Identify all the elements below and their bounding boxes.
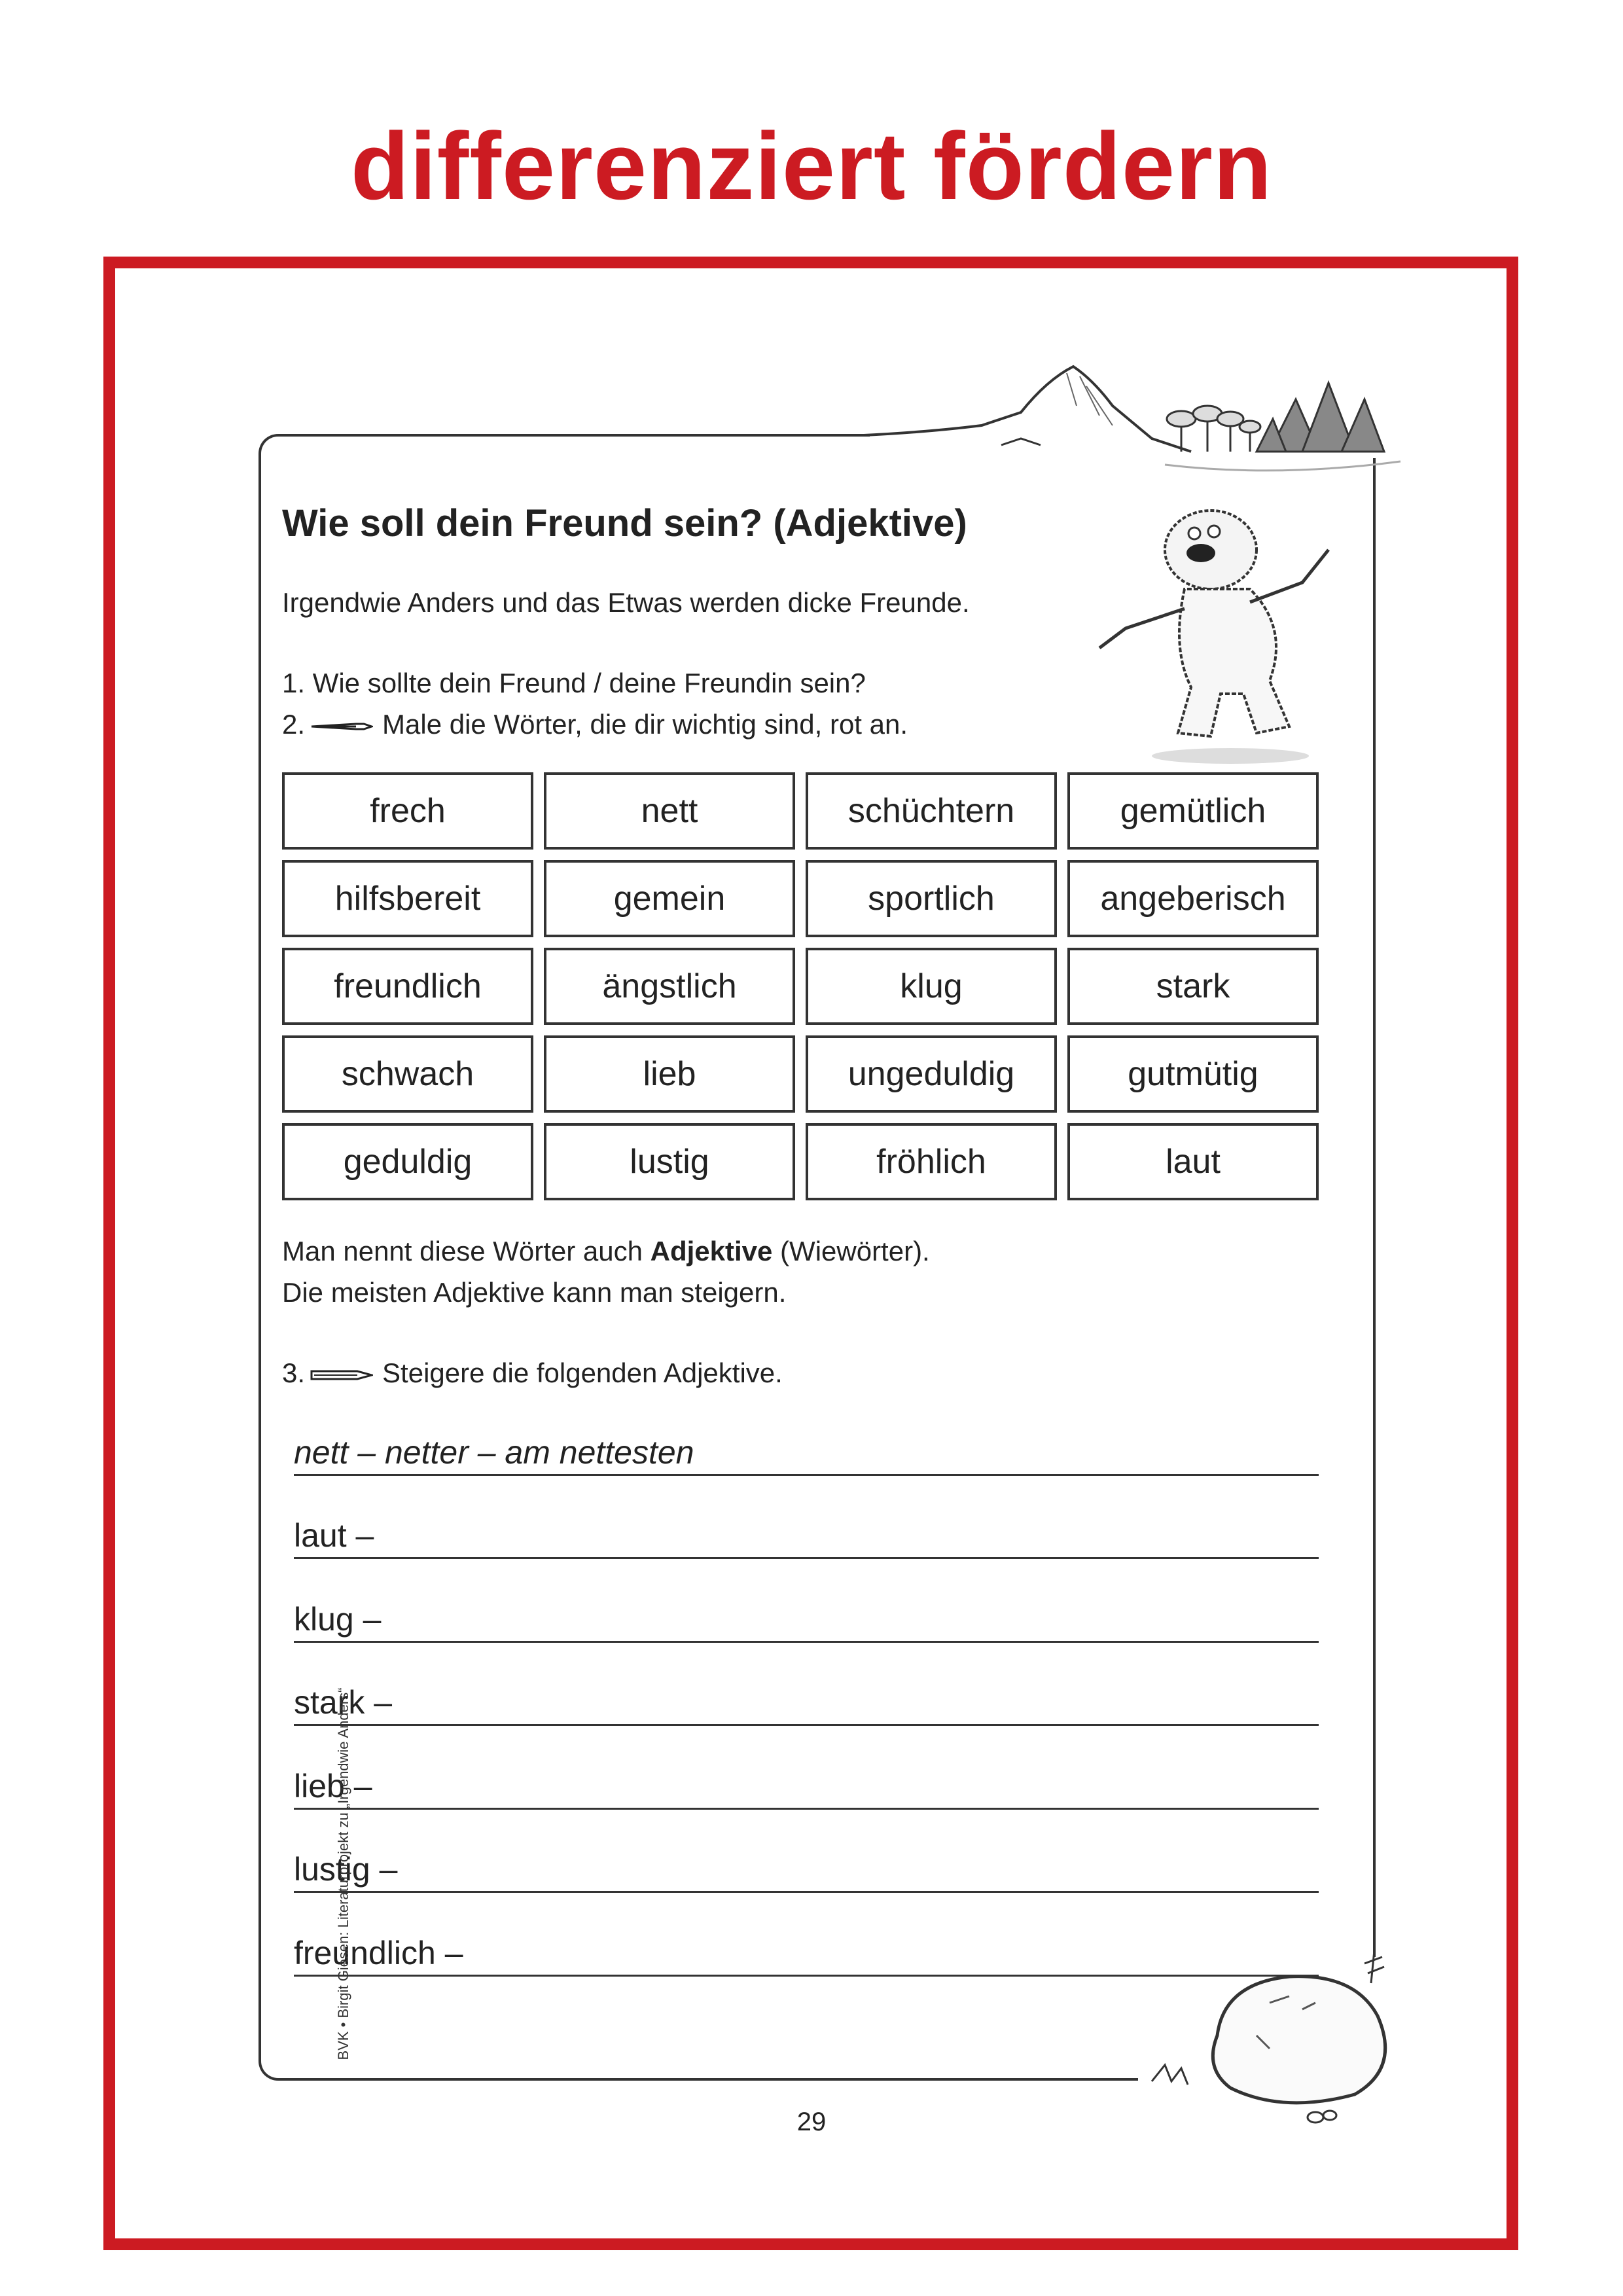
panel-border	[259, 2029, 1138, 2081]
task-3-text: Steigere die folgenden Adjektive.	[382, 1357, 783, 1388]
word-cell[interactable]: angeberisch	[1067, 860, 1319, 937]
answer-prompt: lieb –	[294, 1767, 372, 1804]
word-cell[interactable]: lustig	[544, 1123, 795, 1200]
info-text: (Wiewörter).	[772, 1236, 930, 1266]
answer-prompt: lustig –	[294, 1851, 398, 1888]
panel-border	[259, 434, 870, 463]
task-3-number: 3.	[282, 1357, 306, 1388]
example-text: nett – netter – am nettesten	[294, 1434, 694, 1471]
word-cell[interactable]: gemütlich	[1067, 772, 1319, 850]
pencil-icon	[310, 1367, 373, 1383]
task-2-number: 2.	[282, 709, 306, 740]
word-cell[interactable]: laut	[1067, 1123, 1319, 1200]
word-grid	[282, 772, 1319, 1200]
word-cell[interactable]: schwach	[282, 1035, 533, 1113]
word-cell[interactable]: ungeduldig	[806, 1035, 1057, 1113]
pencil-icon	[310, 720, 373, 733]
page-title: differenziert fördern	[350, 113, 1273, 219]
info-line-1	[282, 1236, 930, 1267]
word-cell[interactable]: lieb	[544, 1035, 795, 1113]
page-number: 29	[796, 2108, 827, 2136]
word-cell[interactable]: schüchtern	[806, 772, 1057, 850]
worksheet-heading: Wie soll dein Freund sein? (Adjektive)	[282, 502, 967, 545]
monster-illustration	[1080, 497, 1387, 772]
info-line-2: Die meisten Adjektive kann man steigern.	[282, 1277, 787, 1308]
panel-border	[259, 458, 261, 2055]
word-cell[interactable]: stark	[1067, 948, 1319, 1025]
word-cell[interactable]: nett	[544, 772, 795, 850]
example-line	[294, 1430, 1319, 1476]
word-cell[interactable]: hilfsbereit	[282, 860, 533, 937]
word-cell[interactable]: fröhlich	[806, 1123, 1057, 1200]
info-text: Man nennt diese Wörter auch	[282, 1236, 651, 1266]
word-cell[interactable]: geduldig	[282, 1123, 533, 1200]
answer-prompt: freundlich –	[294, 1934, 463, 1971]
word-cell[interactable]: ängstlich	[544, 948, 795, 1025]
task-2-text: Male die Wörter, die dir wichtig sind, rot an.	[382, 709, 908, 740]
word-cell[interactable]: sportlich	[806, 860, 1057, 937]
task-2	[282, 709, 908, 740]
intro-text: Irgendwie Anders und das Etwas werden dicke Freunde.	[282, 587, 970, 618]
word-cell[interactable]: frech	[282, 772, 533, 850]
answer-line[interactable]	[294, 1764, 1319, 1810]
answer-prompt: klug –	[294, 1600, 382, 1638]
task-3	[282, 1357, 783, 1389]
word-cell[interactable]: gutmütig	[1067, 1035, 1319, 1113]
word-cell[interactable]: klug	[806, 948, 1057, 1025]
answer-line[interactable]	[294, 1513, 1319, 1559]
answer-line[interactable]	[294, 1931, 1319, 1977]
info-bold: Adjektive	[650, 1236, 773, 1266]
side-credit: BVK • Birgit Giesen: Literaturprojekt zu „Irgendwie Anders“	[335, 1687, 351, 2060]
task-1: 1. Wie sollte dein Freund / deine Freundin sein?	[282, 668, 866, 698]
answer-prompt: stark –	[294, 1684, 393, 1721]
word-cell[interactable]: freundlich	[282, 948, 533, 1025]
word-cell[interactable]: gemein	[544, 860, 795, 937]
answer-line[interactable]	[294, 1597, 1319, 1643]
answer-line[interactable]	[294, 1680, 1319, 1726]
answer-prompt: laut –	[294, 1517, 374, 1554]
answer-line[interactable]	[294, 1847, 1319, 1893]
landscape-illustration	[851, 353, 1414, 484]
